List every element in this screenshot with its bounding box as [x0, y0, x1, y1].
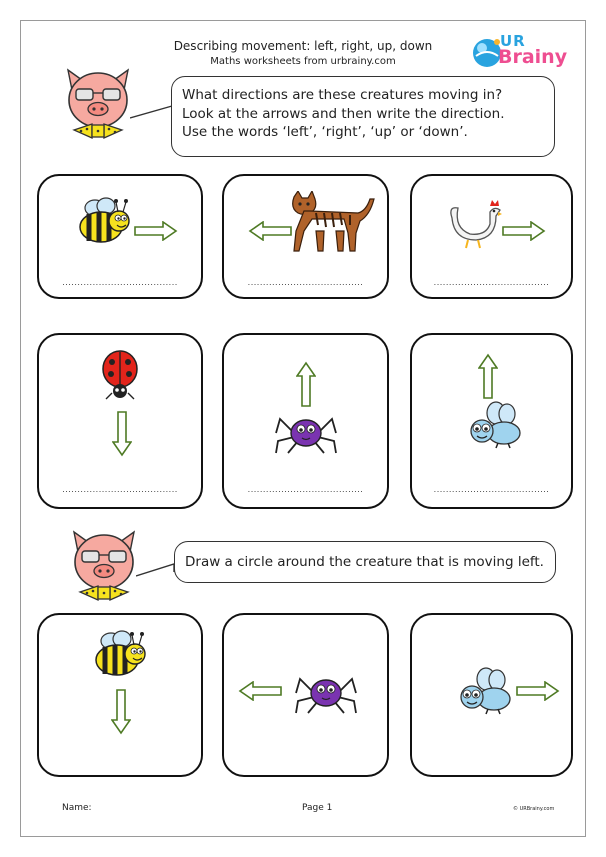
- answer-line: ......................................: [433, 485, 550, 494]
- arrow-right-icon: [516, 681, 560, 701]
- card-spider-left[interactable]: [222, 613, 389, 777]
- answer-line: ......................................: [62, 485, 178, 494]
- name-label: Name:: [62, 803, 92, 813]
- card-cat-left: [222, 174, 389, 299]
- page-number: Page 1: [302, 803, 333, 813]
- bee-icon[interactable]: [91, 629, 147, 681]
- task-text: Draw a circle around the creature that is moving left.: [185, 554, 544, 570]
- bee-icon: [75, 196, 131, 248]
- answer-line: ......................................: [62, 278, 178, 287]
- cat-icon: [290, 191, 376, 255]
- instruction-line-3: Use the words ‘left’, ‘right’, ‘up’ or ‘down’.: [182, 124, 468, 140]
- urbrainy-logo: [470, 32, 570, 76]
- speech-tail: [130, 104, 174, 120]
- task-bubble: [174, 541, 556, 583]
- answer-line: ......................................: [247, 278, 364, 287]
- worksheet-title: Describing movement: left, right, up, down: [173, 39, 433, 53]
- pig-mascot-icon: [68, 528, 140, 604]
- spider-icon[interactable]: [294, 671, 358, 715]
- card-fly-up: [410, 333, 573, 509]
- logo-brainy-text: Brainy: [498, 46, 568, 68]
- instructions-bubble: [171, 76, 555, 157]
- arrow-up-icon: [296, 361, 316, 407]
- copyright: © URBrainy.com: [513, 806, 555, 812]
- spider-icon: [274, 411, 338, 455]
- card-spider-up: [222, 333, 389, 509]
- worksheet-subtitle: Maths worksheets from urbrainy.com: [210, 56, 396, 67]
- ladybird-icon: [98, 349, 142, 403]
- card-fly-right[interactable]: [410, 613, 573, 777]
- card-bee-down[interactable]: [37, 613, 203, 777]
- card-bee-right: [37, 174, 203, 299]
- speech-tail: [136, 560, 176, 578]
- logo-ur-text: UR: [500, 32, 526, 50]
- hen-icon: [446, 198, 502, 250]
- arrow-up-icon: [478, 353, 498, 399]
- card-ladybird-down: [37, 333, 203, 509]
- instruction-line-2: Look at the arrows and then write the direction.: [182, 105, 505, 122]
- arrow-left-icon: [238, 681, 282, 701]
- arrow-right-icon: [502, 221, 546, 241]
- pig-mascot-icon: [62, 66, 134, 142]
- answer-line: ......................................: [433, 278, 550, 287]
- card-hen-right: [410, 174, 573, 299]
- fly-icon: [466, 401, 524, 449]
- instruction-line-1: What directions are these creatures moving in?: [182, 87, 503, 103]
- arrow-right-icon: [134, 221, 178, 241]
- answer-line: ......................................: [247, 485, 364, 494]
- arrow-down-icon: [111, 689, 131, 735]
- arrow-down-icon: [112, 411, 132, 457]
- arrow-left-icon: [248, 221, 292, 241]
- fly-icon[interactable]: [456, 667, 514, 715]
